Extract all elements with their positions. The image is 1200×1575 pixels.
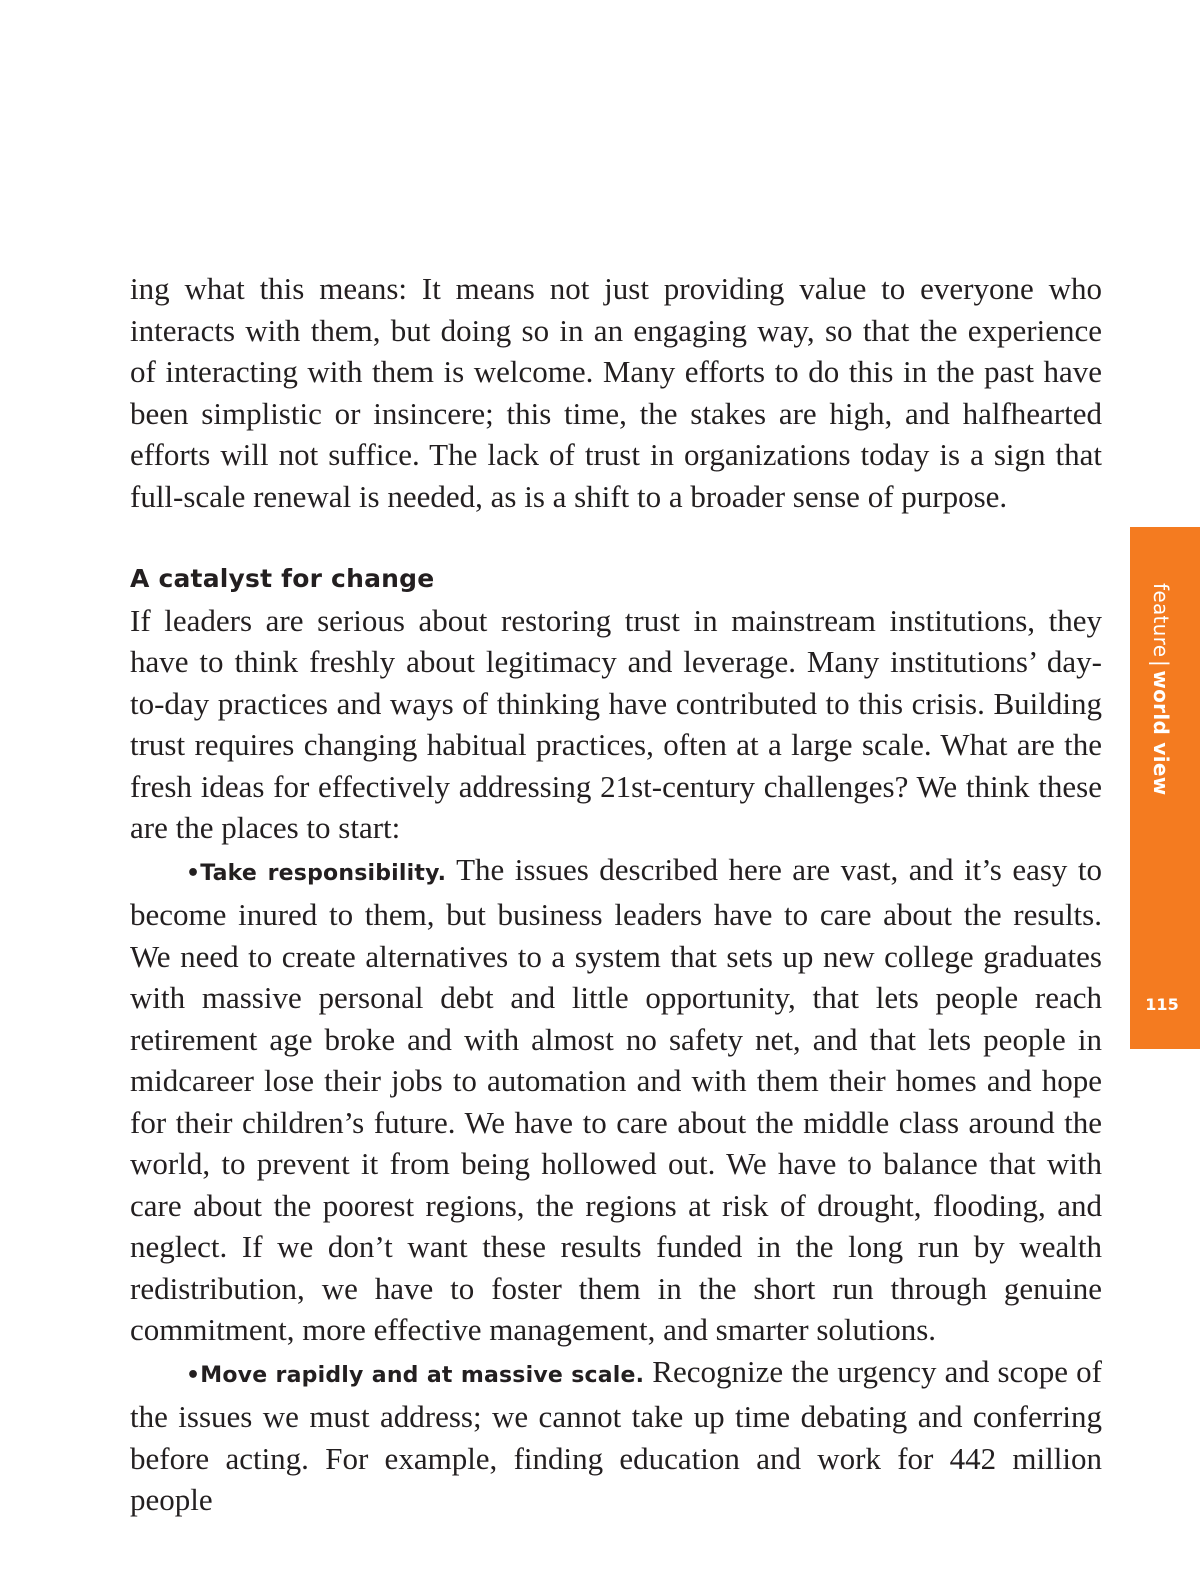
bullet-body-text: Recognize the urgency and scope of the issues we must address; we cannot take up time debating and conferring before acting. For example, finding education and work for 442 million people bbox=[130, 1353, 1102, 1517]
bullet-body-text: The issues described here are vast, and it’s easy to become inured to them, but business leaders have to care about the results. We need to create alternatives to a system that sets up new college graduates with massive personal debt and little opportunity, that lets people reach retirement age broke and with almost no safety net, and that lets people in midcareer lose their jobs to automation and with them their homes and hope for their children’s future. We have to care about the middle class around the world, to prevent it from being hollowed out. We have to balance that with care about the poorest regions, the regions at risk of drought, flooding, and neglect. If we don’t want these results funded in the long run by wealth redistribution, we have to foster them in the short run through genuine commitment, more effective management, and smarter solutions. bbox=[130, 851, 1102, 1347]
bullet-item-move-rapidly bbox=[130, 1351, 1102, 1521]
section-heading: A catalyst for change bbox=[130, 564, 435, 593]
section-topic: world view bbox=[1149, 670, 1173, 796]
section-divider: | bbox=[1149, 660, 1173, 668]
page-number: 115 bbox=[1145, 995, 1179, 1014]
intro-paragraph: ing what this means: It means not just providing value to everyone who interacts with them, but doing so in an engaging way, so that the experience of interacting with them is welcome. Many efforts to do this in the past have been simplistic or insincere; this time, the stakes are high, and halfhearted efforts will not suffice. The lack of trust in organizations today is a sign that full-scale renewal is needed, as is a shift to a broader sense of purpose. bbox=[130, 271, 1102, 514]
bullet-lead-text: Move rapidly and at massive scale. bbox=[200, 1362, 645, 1388]
article-body bbox=[130, 268, 1102, 1521]
section-tab-label bbox=[1149, 583, 1173, 796]
bullet-marker: • bbox=[186, 860, 201, 886]
bullet-item-take-responsibility bbox=[130, 849, 1102, 1351]
section-name: feature bbox=[1149, 583, 1173, 658]
section-paragraph: If leaders are serious about restoring trust in mainstream institutions, they have to think freshly about legitimacy and leverage. Many institutions’ day-to-day practices and ways of thinking have contributed to this crisis. Building trust requires changing habitual practices, often at a large scale. What are the fresh ideas for effectively addressing 21st-century challenges? We think these are the places to start: bbox=[130, 602, 1102, 845]
bullet-lead-text: Take responsibility. bbox=[200, 860, 447, 886]
bullet-marker: • bbox=[186, 1362, 201, 1388]
